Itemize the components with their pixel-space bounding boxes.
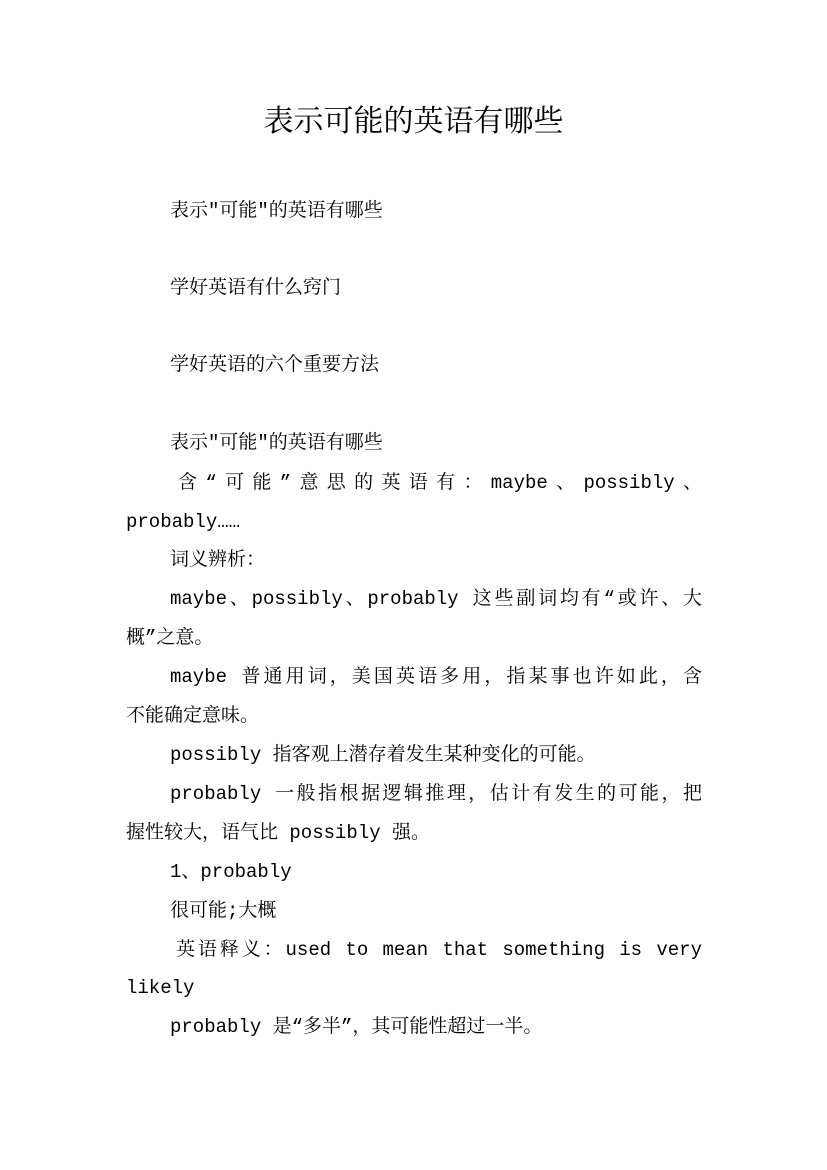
document-title: 表示可能的英语有哪些 (263, 104, 564, 139)
paragraph-1-line-2: 概”之意。 (126, 627, 214, 649)
item-1-title: 1、probably (170, 861, 292, 883)
section-heading: 表示"可能"的英语有哪些 (170, 432, 383, 454)
intro-line-2: probably…… (126, 511, 241, 533)
toc-item-1: 表示"可能"的英语有哪些 (170, 200, 383, 222)
intro-line-1: 含“可能”意思的英语有：maybe、possibly、 (178, 472, 702, 494)
paragraph-3: possibly 指客观上潜存着发生某种变化的可能。 (170, 744, 596, 766)
toc-item-2: 学好英语有什么窍门 (170, 277, 342, 299)
item-1-english-line-2: likely (126, 977, 195, 999)
paragraph-4-line-2: 握性较大，语气比 possibly 强。 (126, 822, 431, 844)
toc-item-3: 学好英语的六个重要方法 (170, 354, 380, 376)
item-1-english-line-1: 英语释义：used to mean that something is very (176, 939, 702, 961)
analysis-label: 词义辨析： (170, 549, 266, 571)
paragraph-4-line-1: probably 一般指根据逻辑推理，估计有发生的可能，把 (170, 783, 702, 805)
paragraph-2-line-1: maybe 普通用词，美国英语多用，指某事也许如此，含 (170, 666, 702, 688)
item-1-meaning: 很可能;大概 (170, 900, 277, 922)
item-1-note: probably 是“多半”，其可能性超过一半。 (170, 1016, 543, 1038)
paragraph-1-line-1: maybe、possibly、probably 这些副词均有“或许、大 (170, 588, 702, 610)
paragraph-2-line-2: 不能确定意味。 (126, 705, 260, 727)
